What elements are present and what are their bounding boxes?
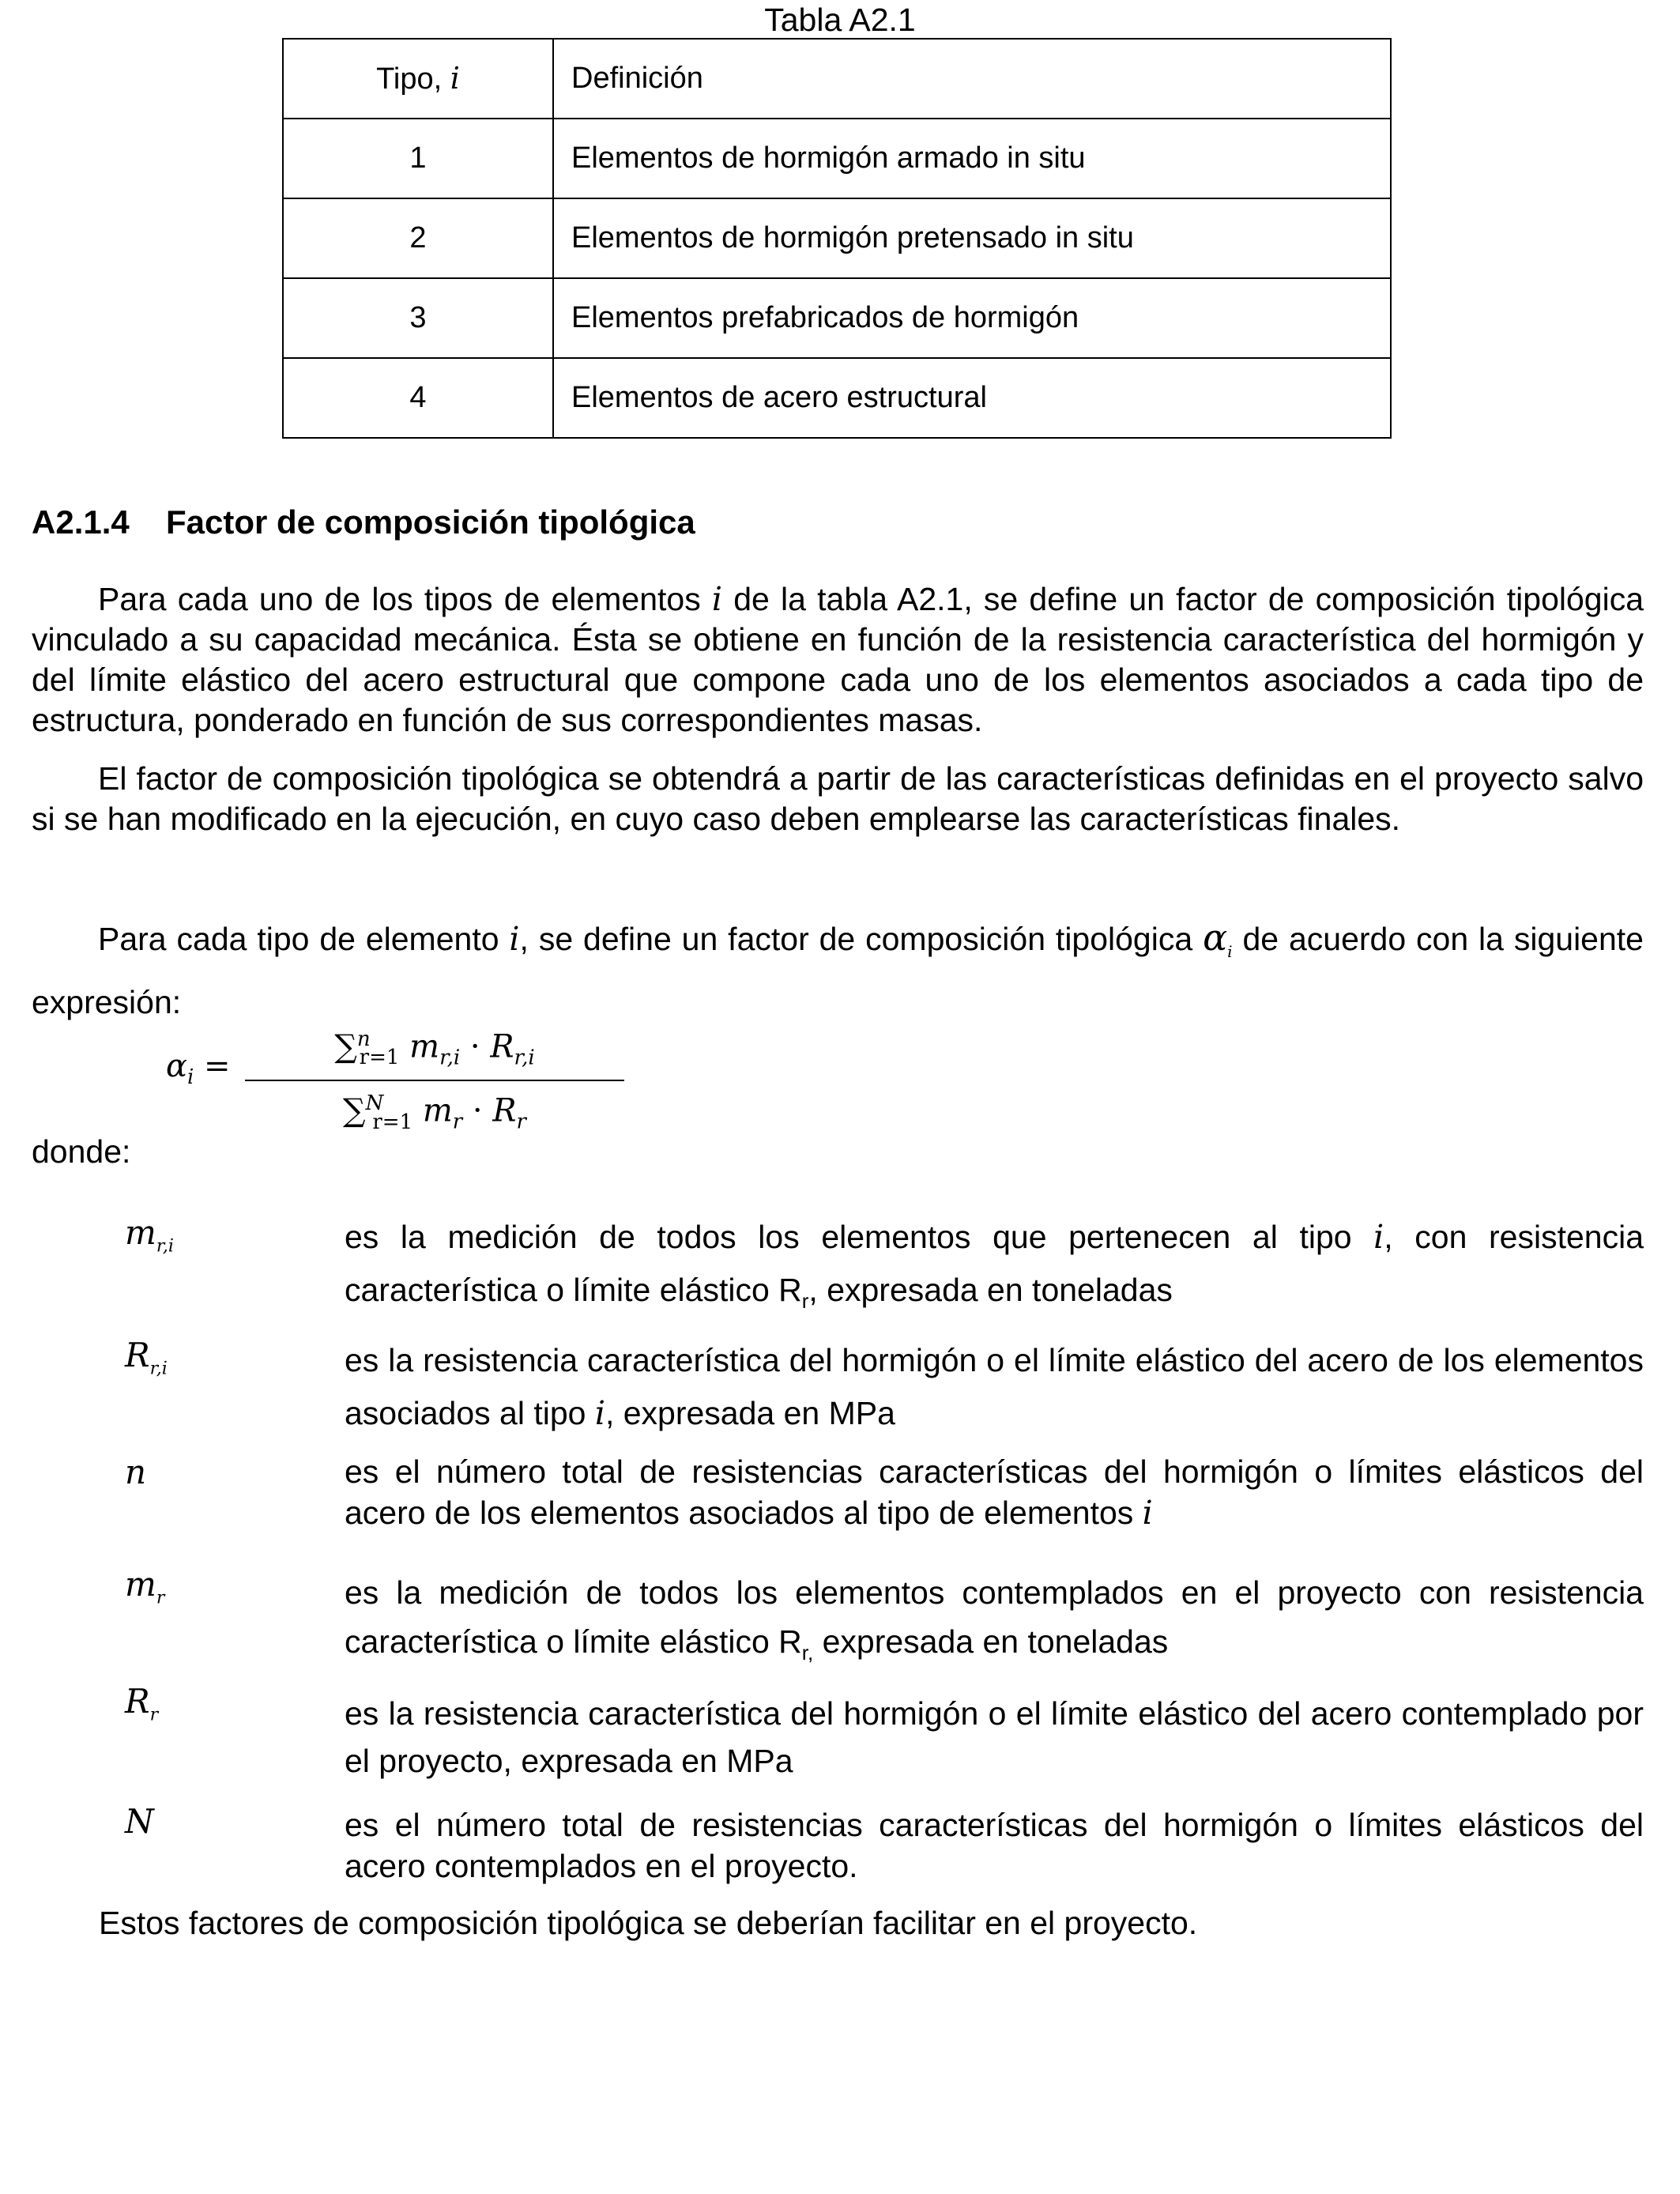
section-number: A2.1.4 — [32, 503, 130, 541]
table-row — [283, 278, 1391, 358]
donde-label: donde: — [32, 1133, 131, 1170]
row-definicion: Elementos de hormigón armado in situ — [553, 119, 1391, 198]
row-tipo: 3 — [283, 278, 553, 358]
def-text: es la resistencia característica del hormigón o el límite elástico del acero de los elementos asociados al tipo — [345, 1342, 1644, 1431]
row-definicion: Elementos de hormigón pretensado in situ — [553, 198, 1391, 278]
row-definicion: Elementos de acero estructural — [553, 358, 1391, 438]
p3-alpha: α — [1203, 916, 1228, 959]
table-caption: Tabla A2.1 — [764, 2, 916, 38]
sym: N — [125, 1802, 154, 1841]
def-text: , expresada en MPa — [605, 1395, 895, 1431]
row-tipo: 1 — [283, 119, 553, 198]
def-text: es la medición de todos los elementos contemplados en el proyecto con resistencia característica o límite elástico R — [345, 1574, 1644, 1660]
type-table — [282, 38, 1392, 439]
formula-equals: = — [194, 1048, 231, 1084]
sym: m — [125, 1565, 156, 1604]
sym: m — [125, 1213, 156, 1252]
formula-alpha: α — [166, 1048, 188, 1084]
def-text: , expresada en toneladas — [808, 1272, 1173, 1308]
row-tipo: 2 — [283, 198, 553, 278]
num-sum-sub: r=1 — [359, 1046, 400, 1070]
table-header-row — [283, 39, 1391, 119]
definition-N — [345, 1804, 1644, 1887]
den-R: R — [492, 1092, 517, 1129]
sym-sub: r — [149, 1705, 159, 1725]
definition-m-r — [345, 1568, 1644, 1677]
def-sub: r — [801, 1289, 809, 1314]
symbol-m-r — [125, 1565, 164, 1608]
sym: R — [125, 1682, 150, 1721]
p3-text-b: , se define un factor de composición tipológica — [519, 921, 1203, 957]
header-tipo-var: i — [450, 61, 460, 96]
def-text: , con resistencia característica o límite elástico R — [345, 1219, 1644, 1308]
def-text: expresada en toneladas — [813, 1623, 1169, 1660]
definition-n — [345, 1451, 1644, 1533]
symbol-R-ri — [125, 1336, 168, 1378]
def-var: i — [594, 1394, 605, 1432]
def-var: i — [1373, 1218, 1384, 1256]
formula-alpha-sub: i — [187, 1065, 194, 1089]
table-row — [283, 198, 1391, 278]
p3-alpha-sub: i — [1227, 942, 1233, 962]
p3-text-a: Para cada tipo de elemento — [98, 921, 510, 957]
definition-R-ri — [345, 1334, 1644, 1440]
sym: R — [125, 1336, 150, 1374]
den-sum: ∑ — [343, 1092, 366, 1129]
formula-denominator — [245, 1084, 624, 1141]
num-dot: · — [460, 1028, 491, 1065]
num-sum-sup: n — [356, 1027, 371, 1051]
symbol-N — [125, 1802, 154, 1841]
num-m: m — [399, 1028, 440, 1065]
formula-numerator — [245, 1020, 624, 1077]
p1-text-a: Para cada uno de los tipos de elementos — [98, 581, 712, 617]
table-row — [283, 119, 1391, 198]
p3-text-c: de acuerdo con la siguiente expresión: — [32, 921, 1644, 1021]
den-m-sub: r — [452, 1110, 463, 1134]
definition-m-ri — [345, 1211, 1644, 1328]
header-tipo — [283, 39, 553, 119]
def-text: es el número total de resistencias características del hormigón o límites elásticos del acero de los elementos asociados al tipo de elementos — [345, 1453, 1644, 1531]
den-R-sub: r — [516, 1110, 526, 1134]
sym: n — [125, 1453, 147, 1491]
p3-var: i — [509, 920, 520, 958]
sym-sub: r,i — [149, 1359, 168, 1379]
num-R: R — [490, 1028, 514, 1065]
num-sum: ∑ — [334, 1028, 357, 1065]
section-heading — [32, 503, 695, 542]
header-definicion: Definición — [553, 39, 1391, 119]
def-var: i — [1142, 1494, 1153, 1532]
row-tipo: 4 — [283, 358, 553, 438]
paragraph-1 — [32, 579, 1644, 741]
header-tipo-label: Tipo, — [376, 62, 450, 96]
num-R-sub: r,i — [514, 1046, 535, 1070]
table-row — [283, 358, 1391, 438]
def-text: es el número total de resistencias características del hormigón o límites elásticos del acero contemplados en el proyecto. — [345, 1807, 1644, 1884]
sym-sub: r,i — [156, 1236, 174, 1257]
row-definicion: Elementos prefabricados de hormigón — [553, 278, 1391, 358]
paragraph-2 — [32, 759, 1644, 839]
symbol-n — [125, 1453, 146, 1491]
formula-lhs — [166, 1048, 231, 1089]
den-dot: · — [462, 1092, 493, 1129]
p1-text-b: de la tabla A2.1, se define un factor de composición tipológica vinculado a su capacidad mecánica. Ésta se obtiene en función de la resistencia característica del hormigón y del límite elástico del acero estructural que compone cada uno de los elementos asociados a cada tipo de estructura, ponderado en función de sus correspondientes masas. — [32, 581, 1644, 738]
paragraph-3 — [32, 912, 1644, 1027]
symbol-m-ri — [125, 1213, 174, 1256]
den-m: m — [412, 1092, 453, 1129]
fraction-bar — [245, 1080, 624, 1081]
formula-fraction — [245, 1020, 624, 1142]
closing-sentence: Estos factores de composición tipológica se deberían facilitar en el proyecto. — [99, 1905, 1198, 1941]
den-sum-sup: N — [365, 1091, 384, 1116]
def-text: es la resistencia característica del hormigón o el límite elástico del acero contemplado por el proyecto, expresada en MPa — [345, 1695, 1644, 1779]
section-title: Factor de composición tipológica — [166, 503, 695, 541]
def-sub: r, — [801, 1641, 814, 1665]
symbol-R-r — [125, 1682, 158, 1725]
def-text: es la medición de todos los elementos que pertenecen al tipo — [345, 1219, 1374, 1255]
p2-text: El factor de composición tipológica se obtendrá a partir de las características definidas en el proyecto salvo si se han modificado en la ejecución, en cuyo caso deben emplearse las características finales. — [32, 760, 1644, 837]
num-m-sub: r,i — [439, 1046, 461, 1070]
sym-sub: r — [156, 1588, 165, 1608]
den-sum-sub: r=1 — [372, 1110, 413, 1134]
p1-var: i — [711, 580, 723, 618]
definition-R-r — [345, 1690, 1644, 1785]
